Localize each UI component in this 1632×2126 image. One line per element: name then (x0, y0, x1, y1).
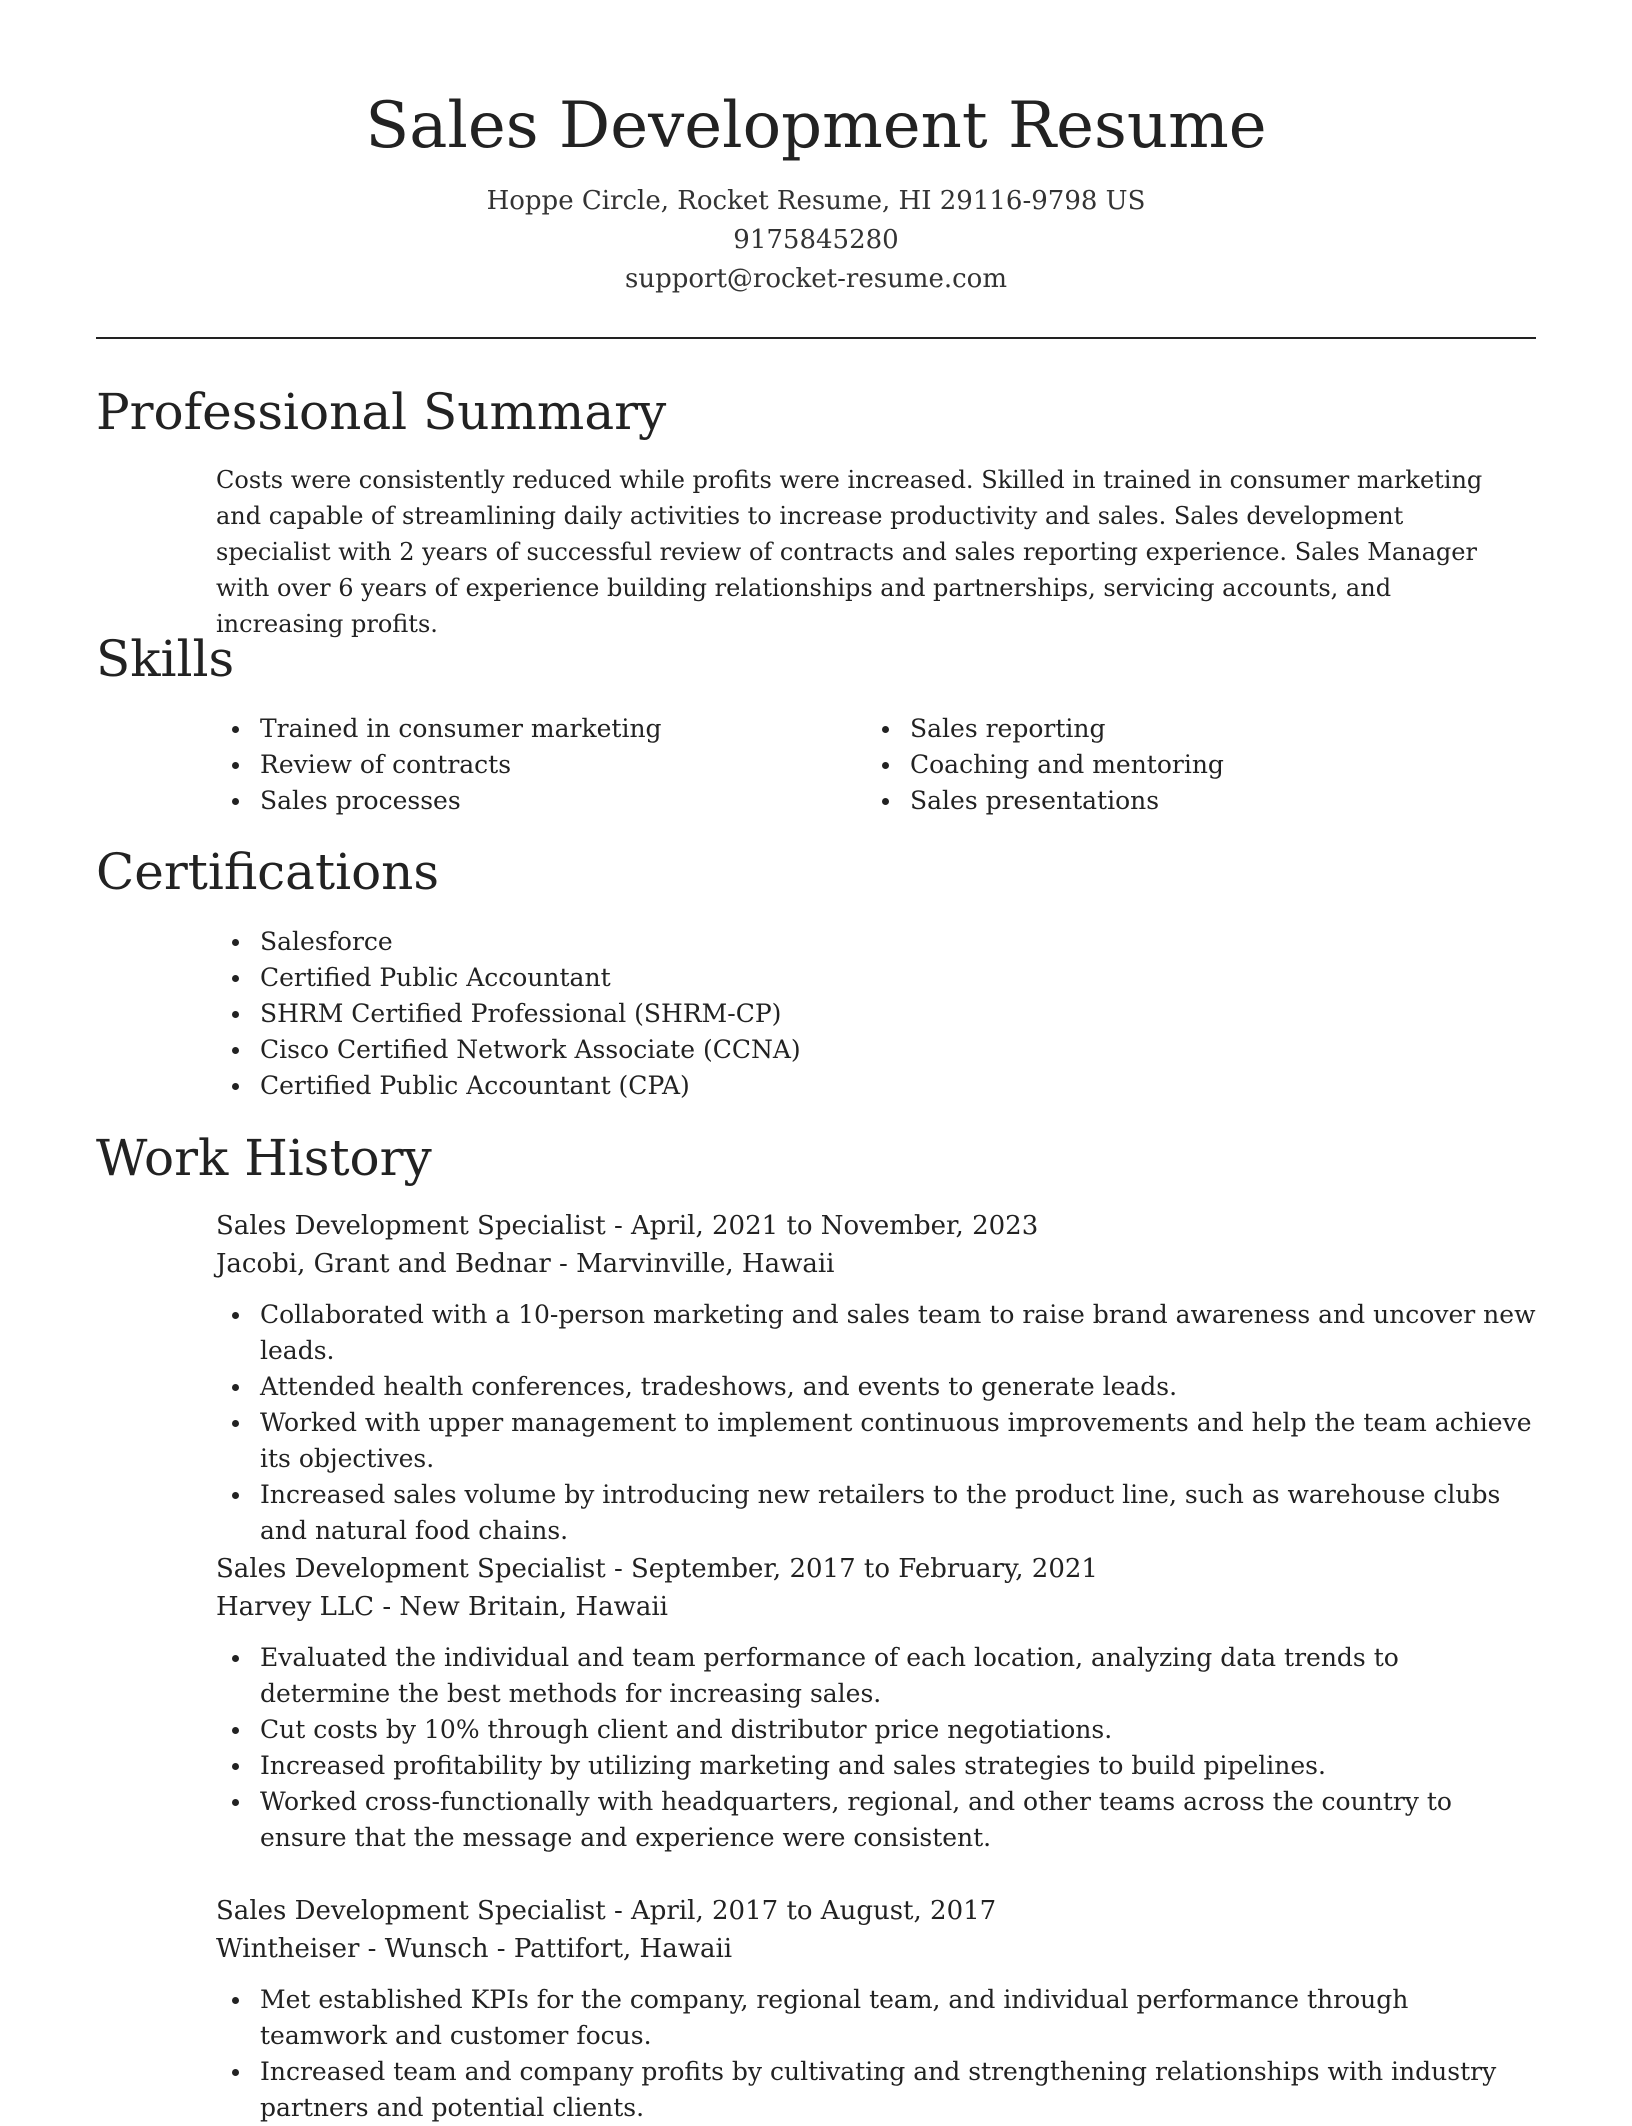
skill-item: Trained in consumer marketing (216, 711, 866, 747)
job-entry (216, 1892, 1536, 2126)
skills-list-right (866, 711, 1516, 819)
job-bullet: Met established KPIs for the company, regional team, and individual performance through teamwork and customer focus. (216, 1982, 1536, 2054)
job-bullet: Worked with upper management to implement continuous improvements and help the team achieve its objectives. (216, 1405, 1536, 1477)
summary-text: Costs were consistently reduced while profits were increased. Skilled in trained in consumer marketing and capable of streamlining daily activities to increase productivity and sales. Sales development specialist with 2 years of successful review of contracts and sales reporting experience. Sales Manager with over 6 years of experience building relationships and partnerships, servicing accounts, and increasing profits. (216, 466, 1483, 638)
job-bullet: Attended health conferences, tradeshows, and events to generate leads. (216, 1369, 1536, 1405)
skill-item: Sales presentations (866, 783, 1516, 819)
skills-heading: Skills (96, 630, 235, 688)
skills-list-left (216, 711, 866, 819)
job-bullet: Evaluated the individual and team performance of each location, analyzing data trends to determine the best methods for increasing sales. (216, 1640, 1536, 1712)
job-entry (216, 1550, 1536, 1856)
contact-phone: 9175845280 (733, 225, 899, 255)
job-bullets (216, 1297, 1536, 1549)
job-title-dates: Sales Development Specialist - April, 2021 to November, 2023 (216, 1211, 1039, 1241)
job-company-location: Wintheiser - Wunsch - Pattifort, Hawaii (216, 1934, 733, 1964)
skill-item: Sales reporting (866, 711, 1516, 747)
certification-item: Cisco Certified Network Associate (CCNA) (216, 1032, 1536, 1068)
certification-item: Certified Public Accountant (216, 960, 1536, 996)
job-bullets (216, 1640, 1536, 1856)
job-bullet: Collaborated with a 10-person marketing and sales team to raise brand awareness and uncover new leads. (216, 1297, 1536, 1369)
job-entry (216, 1207, 1536, 1549)
contact-address: Hoppe Circle, Rocket Resume, HI 29116-9798 US (486, 186, 1146, 216)
contact-block (96, 182, 1536, 299)
summary-heading: Professional Summary (96, 383, 667, 441)
skill-item: Coaching and mentoring (866, 747, 1516, 783)
certification-item: Certified Public Accountant (CPA) (216, 1068, 1536, 1104)
skill-item: Review of contracts (216, 747, 866, 783)
certification-item: SHRM Certified Professional (SHRM-CP) (216, 996, 1536, 1032)
certifications-section (96, 840, 1536, 1104)
work-history-section (96, 1126, 1536, 1190)
job-bullets (216, 1982, 1536, 2126)
job-bullet: Worked cross-functionally with headquarters, regional, and other teams across the country to ensure that the message and experience were consistent. (216, 1784, 1536, 1856)
resume-header (96, 0, 1536, 299)
summary-section (96, 380, 1536, 642)
certifications-heading: Certifications (96, 843, 440, 901)
job-bullet: Increased sales volume by introducing new retailers to the product line, such as warehouse clubs and natural food chains. (216, 1477, 1536, 1549)
skills-columns (216, 711, 1536, 819)
certifications-list (216, 924, 1536, 1104)
job-bullet: Increased profitability by utilizing marketing and sales strategies to build pipelines. (216, 1748, 1536, 1784)
job-title-dates: Sales Development Specialist - September, 2017 to February, 2021 (216, 1554, 1098, 1584)
skills-section (96, 627, 1536, 819)
resume-page (96, 0, 1536, 2122)
skill-item: Sales processes (216, 783, 866, 819)
header-divider (96, 337, 1536, 339)
job-company-location: Jacobi, Grant and Bednar - Marvinville, Hawaii (216, 1249, 835, 1279)
job-title-dates: Sales Development Specialist - April, 2017 to August, 2017 (216, 1896, 997, 1926)
certification-item: Salesforce (216, 924, 1536, 960)
job-bullet: Increased team and company profits by cultivating and strengthening relationships with industry partners and potential clients. (216, 2054, 1536, 2126)
contact-email: support@rocket-resume.com (624, 264, 1007, 294)
job-company-location: Harvey LLC - New Britain, Hawaii (216, 1592, 668, 1622)
resume-title: Sales Development Resume (365, 89, 1267, 163)
job-bullet: Cut costs by 10% through client and distributor price negotiations. (216, 1712, 1536, 1748)
work-history-heading: Work History (96, 1129, 432, 1187)
